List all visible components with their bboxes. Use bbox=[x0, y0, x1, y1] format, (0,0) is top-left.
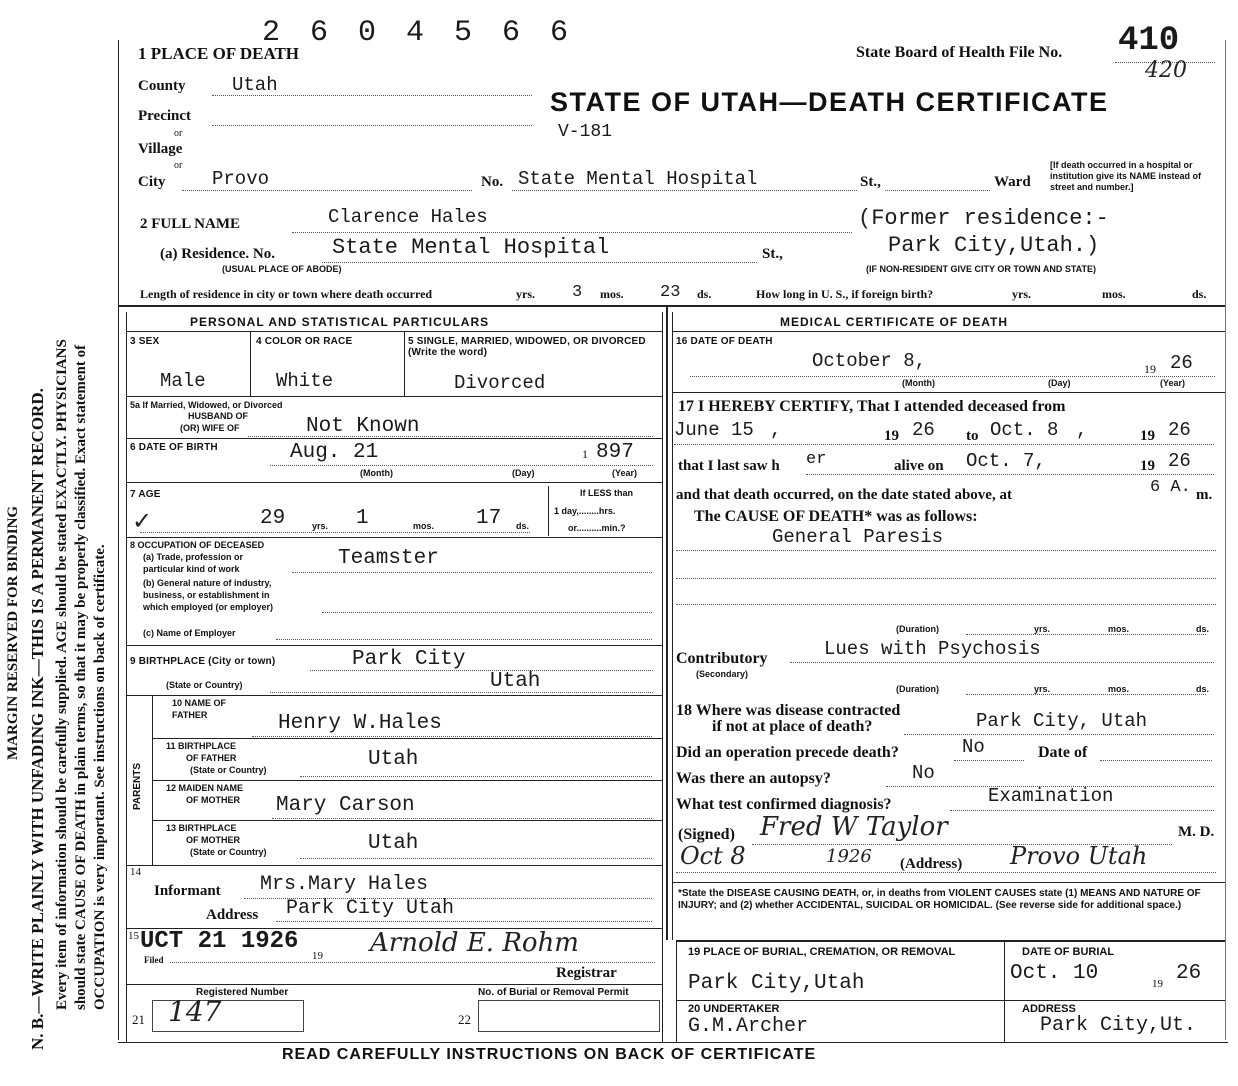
contracted-value: Park City, Utah bbox=[976, 710, 1148, 732]
undertaker-value: G.M.Archer bbox=[688, 1015, 809, 1038]
margin-instruction-line-2: Every item of information should be carefully supplied. AGE should be stated EXACTLY. PHYSICIANS bbox=[54, 339, 70, 1010]
mother-birthplace: Utah bbox=[368, 832, 419, 855]
color-label: 4 COLOR OR RACE bbox=[256, 336, 353, 347]
signature-year: 1926 bbox=[826, 846, 872, 867]
occupation-label: 8 OCCUPATION OF DECEASED bbox=[130, 540, 265, 550]
former-residence-1: (Former residence:- bbox=[858, 206, 1109, 231]
st-label: St., bbox=[860, 174, 881, 190]
informant-value: Mrs.Mary Hales bbox=[260, 873, 429, 896]
undertaker-address: Park City,Ut. bbox=[1040, 1014, 1197, 1037]
burial-year: 26 bbox=[1176, 962, 1202, 985]
residence-label: (a) Residence. No. bbox=[160, 246, 275, 262]
age-label: 7 AGE bbox=[130, 489, 161, 500]
contributory-value: Lues with Psychosis bbox=[824, 638, 1041, 660]
street-no-label: No. bbox=[481, 174, 504, 190]
how-long-in-us-label: How long in U. S., if foreign birth? bbox=[756, 287, 934, 301]
dob-label: 6 DATE OF BIRTH bbox=[130, 442, 218, 453]
place-of-death-heading: 1 PLACE OF DEATH bbox=[138, 44, 300, 63]
informant-address-label: Address bbox=[206, 907, 259, 923]
residence-months: 3 bbox=[572, 283, 583, 302]
death-time: 6 A. bbox=[1150, 478, 1191, 497]
dob-month-day: Aug. 21 bbox=[290, 441, 379, 464]
attended-from: June 15 bbox=[674, 419, 754, 441]
test-label: What test confirmed diagnosis? bbox=[676, 796, 892, 813]
cause-of-death-value: General Paresis bbox=[772, 526, 944, 548]
certify-statement: 17 I HEREBY CERTIFY, That I attended deceased from bbox=[678, 398, 1066, 415]
county-label: County bbox=[138, 78, 186, 94]
footer-instruction: READ CAREFULLY INSTRUCTIONS ON BACK OF CERTIFICATE bbox=[282, 1046, 817, 1063]
burial-place-label: 19 PLACE OF BURIAL, CREMATION, OR REMOVAL bbox=[688, 946, 956, 958]
informant-label: Informant bbox=[154, 883, 221, 899]
cause-of-death-label: The CAUSE OF DEATH* was as follows: bbox=[694, 508, 978, 525]
death-time-label: and that death occurred, on the date stated above, at bbox=[676, 487, 1012, 503]
length-of-residence-label: Length of residence in city or town where death occurred bbox=[140, 287, 433, 301]
burial-place-value: Park City,Utah bbox=[688, 972, 865, 995]
last-saw-date: Oct. 7, bbox=[966, 450, 1046, 472]
certificate-title: STATE OF UTAH—DEATH CERTIFICATE bbox=[550, 87, 1109, 117]
burial-date-value: Oct. 10 bbox=[1010, 962, 1099, 985]
age-months: 1 bbox=[356, 507, 369, 530]
attended-to-year: 26 bbox=[1168, 419, 1191, 441]
physician-signature: Fred W Taylor bbox=[760, 812, 948, 842]
physician-address: Provo Utah bbox=[1010, 842, 1148, 870]
signature-date: Oct 8 bbox=[680, 842, 746, 870]
attended-from-year: 26 bbox=[912, 419, 935, 441]
former-residence-2: Park City,Utah.) bbox=[888, 233, 1100, 258]
village-label: Village bbox=[138, 141, 183, 157]
residence-value: State Mental Hospital bbox=[332, 235, 610, 260]
father-birthplace: Utah bbox=[368, 748, 419, 771]
mother-name: Mary Carson bbox=[276, 794, 415, 817]
test-value: Examination bbox=[988, 785, 1114, 807]
age-years: 29 bbox=[260, 507, 286, 530]
precinct-label: Precinct bbox=[138, 108, 192, 124]
marital-value: Divorced bbox=[454, 372, 546, 394]
full-name-label: 2 FULL NAME bbox=[140, 216, 241, 232]
county-value: Utah bbox=[232, 74, 278, 96]
full-name-value: Clarence Hales bbox=[328, 206, 488, 228]
autopsy-label: Was there an autopsy? bbox=[676, 770, 831, 787]
residence-days: 23 bbox=[660, 283, 681, 302]
file-number: 410 bbox=[1118, 22, 1180, 60]
contracted-label-1: 18 Where was disease contracted bbox=[676, 702, 901, 719]
personal-heading: PERSONAL AND STATISTICAL PARTICULARS bbox=[190, 315, 490, 329]
attended-to: Oct. 8 bbox=[990, 419, 1059, 441]
operation-value: No bbox=[962, 736, 985, 758]
file-no-label: State Board of Health File No. bbox=[856, 44, 1063, 61]
margin-instruction-line-3: should state CAUSE OF DEATH in plain terms, so that it may be properly classified. Exact statement of bbox=[73, 344, 89, 1010]
medical-heading: MEDICAL CERTIFICATE OF DEATH bbox=[780, 315, 1008, 329]
occupation-value: Teamster bbox=[338, 547, 439, 570]
autopsy-value: No bbox=[912, 762, 935, 784]
birthplace-state: Utah bbox=[490, 670, 541, 693]
undertaker-label: 20 UNDERTAKER bbox=[688, 1003, 780, 1015]
registered-number: 147 bbox=[168, 995, 222, 1028]
ward-note: [If death occurred in a hospital or institution give its NAME instead of street and number.] bbox=[1050, 160, 1202, 192]
operation-label: Did an operation precede death? bbox=[676, 744, 899, 761]
city-label: City bbox=[138, 174, 166, 190]
last-saw-label: that I last saw h bbox=[678, 458, 780, 474]
date-of-death-label: 16 DATE OF DEATH bbox=[676, 336, 773, 347]
father-name: Henry W.Hales bbox=[278, 712, 442, 735]
registrar-signature: Arnold E. Rohm bbox=[370, 928, 579, 958]
usual-place-note: (USUAL PLACE OF ABODE) bbox=[222, 264, 342, 274]
undertaker-address-label: ADDRESS bbox=[1022, 1003, 1076, 1015]
serial-number: 2 6 0 4 5 6 6 bbox=[262, 16, 575, 50]
contributory-label: Contributory bbox=[676, 650, 768, 667]
margin-instruction-line-4: OCCUPATION is very important. See instructions on back of certificate. bbox=[92, 544, 108, 1010]
form-number: V-181 bbox=[558, 122, 613, 142]
margin-instruction-line-1: N. B.—WRITE PLAINLY WITH UNFADING INK—THIS IS A PERMANENT RECORD. bbox=[28, 388, 47, 1050]
file-number-alt: 420 bbox=[1145, 58, 1187, 83]
birthplace-label: 9 BIRTHPLACE (City or town) bbox=[130, 656, 276, 667]
margin-binding-note: MARGIN RESERVED FOR BINDING bbox=[5, 505, 21, 760]
sex-label: 3 SEX bbox=[130, 336, 160, 347]
age-days: 17 bbox=[476, 507, 502, 530]
marital-label: 5 SINGLE, MARRIED, WIDOWED, OR DIVORCED (Write the word) bbox=[408, 336, 646, 358]
birthplace-city: Park City bbox=[352, 648, 466, 671]
dob-year: 897 bbox=[596, 441, 634, 464]
cause-instructions-note: *State the DISEASE CAUSING DEATH, or, in deaths from VIOLENT CAUSES state (1) MEANS AND NATURE OF INJURY; and (2) whether ACCIDENTAL, SUICIDAL OR HOMICIDAL. (See reverse side for additional space.) bbox=[678, 888, 1201, 911]
death-year: 26 bbox=[1170, 352, 1193, 374]
institution-value: State Mental Hospital bbox=[518, 168, 758, 190]
registrar-label: Registrar bbox=[556, 965, 617, 981]
last-saw-year: 26 bbox=[1168, 450, 1191, 472]
informant-address: Park City Utah bbox=[286, 897, 455, 920]
parents-side-label: PARENTS bbox=[132, 762, 143, 810]
city-value: Provo bbox=[212, 168, 270, 190]
sex-value: Male bbox=[160, 370, 206, 392]
date-of-death-value: October 8, bbox=[812, 350, 927, 372]
contracted-label-2: if not at place of death? bbox=[712, 718, 873, 735]
spouse-value: Not Known bbox=[306, 415, 420, 438]
burial-date-label: DATE OF BURIAL bbox=[1022, 946, 1115, 958]
signed-label: (Signed) bbox=[678, 826, 735, 843]
color-value: White bbox=[276, 370, 334, 392]
residence-st-label: St., bbox=[762, 246, 783, 262]
filed-date: UCT 21 1926 bbox=[140, 928, 299, 955]
nonresident-note: (IF NON-RESIDENT GIVE CITY OR TOWN AND STATE) bbox=[866, 264, 1097, 274]
ward-label: Ward bbox=[994, 174, 1031, 190]
